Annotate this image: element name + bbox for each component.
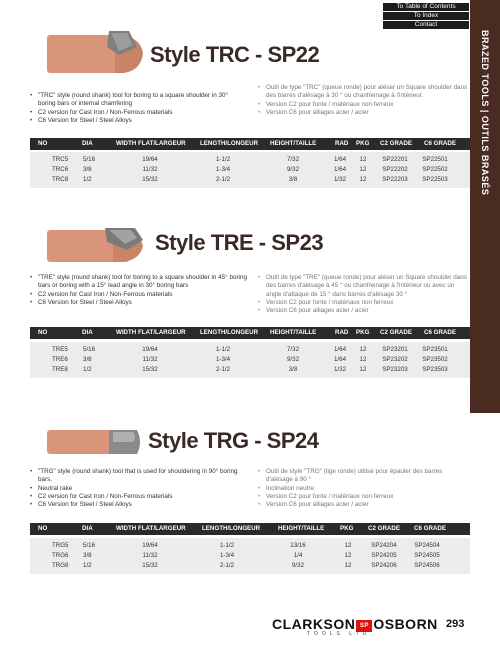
cell: 2-1/2 (219, 562, 235, 569)
bullet: • "TRE" style (round shank) tool for boring to a square shoulder in 45° boring bars or boring with a 15° lead angle in 30° boring bars (30, 274, 248, 291)
cell: 12 (359, 356, 367, 363)
section-title: Style TRE - SP23 (155, 230, 324, 255)
bullets-en (30, 274, 248, 307)
cell: 3/8 (83, 552, 92, 559)
cell: 3/8 (83, 166, 92, 173)
bullet: • C6 Version for Steel / Steel Alloys (30, 501, 248, 509)
cell: 1/64 (333, 166, 347, 173)
cell: 9/32 (286, 166, 300, 173)
cell: SP22503 (422, 176, 448, 183)
cell: 1/64 (333, 346, 347, 353)
cell: TRG5 (52, 542, 69, 549)
cell: 1/32 (333, 176, 347, 183)
cell: 2-1/2 (215, 366, 231, 373)
cell: TRC5 (52, 156, 69, 163)
cell: 15/32 (142, 366, 158, 373)
cell: 1/2 (83, 176, 92, 183)
cell: SP24504 (414, 542, 440, 549)
cell: 1-1/2 (215, 156, 231, 163)
company-logo (272, 616, 438, 632)
table-row (30, 541, 470, 551)
cell: SP23502 (422, 356, 448, 363)
cell: 1/2 (83, 562, 92, 569)
cell: 1-1/2 (215, 346, 231, 353)
col-header: C2 GRADE (380, 140, 412, 147)
col-header: HEIGHT/TAILLE (278, 525, 325, 532)
cell: 15/32 (142, 176, 158, 183)
cell: SP23201 (382, 346, 408, 353)
col-header: DIA (82, 329, 93, 336)
col-header: RAD (335, 329, 349, 336)
cell: 19/64 (142, 156, 158, 163)
bullets-fr (258, 84, 470, 117)
page-number: 293 (446, 618, 465, 630)
bullet: • C6 Version for Steel / Steel Alloys (30, 117, 245, 125)
col-header: LENGTH/LONGEUR (200, 329, 259, 336)
cell: 7/32 (286, 156, 300, 163)
side-tab-label: BRAZED TOOLS | OUTILS BRASÉS (480, 30, 490, 196)
col-header: C6 GRADE (424, 140, 456, 147)
cell: 1-3/4 (215, 356, 231, 363)
section-title: Style TRC - SP22 (150, 42, 320, 67)
col-header: C2 GRADE (380, 329, 412, 336)
cell: 1-3/4 (215, 166, 231, 173)
tool-image-tre (45, 226, 145, 266)
cell: 12 (359, 366, 367, 373)
table-header (30, 138, 470, 150)
bullet: • "TRG" style (round shank) tool that is used for shouldering in 90° boring bars. (30, 468, 248, 485)
cell: 3/8 (288, 366, 298, 373)
cell: TRC6 (52, 166, 69, 173)
table-header (30, 327, 470, 339)
bullet: • Version C6 pour alliages acier / acier (258, 307, 470, 315)
cell: 19/64 (142, 346, 158, 353)
bullet: • Version C2 pour fonte / matériaux non ferreux (258, 493, 470, 501)
cell: 1-3/4 (219, 552, 235, 559)
section-title: Style TRG - SP24 (148, 428, 319, 453)
cell: 12 (359, 346, 367, 353)
side-tab (470, 0, 500, 413)
cell: SP24505 (414, 552, 440, 559)
cell: TRE6 (52, 356, 68, 363)
col-header: HEIGHT/TAILLE (270, 140, 317, 147)
table-row (30, 561, 470, 571)
table-row (30, 155, 470, 165)
cell: 7/32 (286, 346, 300, 353)
logo-subtitle: TOOLS LTD. (307, 631, 376, 637)
cell: SP24204 (371, 542, 397, 549)
cell: 9/32 (286, 356, 300, 363)
cell: SP22203 (382, 176, 408, 183)
col-header: C6 GRADE (414, 525, 446, 532)
cell: SP23503 (422, 366, 448, 373)
col-header: WIDTH FLAT/LARGEUR (116, 525, 186, 532)
cell: SP24506 (414, 562, 440, 569)
bullet: • C6 Version for Steel / Steel Alloys (30, 299, 248, 307)
cell: SP23501 (422, 346, 448, 353)
bullet: • Inclination neutre (258, 485, 470, 493)
top-links (383, 3, 469, 30)
cell: 12 (359, 176, 367, 183)
cell: TRC8 (52, 176, 69, 183)
col-header: LENGTH/LONGEUR (202, 525, 261, 532)
bullets-fr (258, 274, 470, 315)
cell: 1-1/2 (219, 542, 235, 549)
col-header: NO (38, 329, 48, 336)
col-header: LENGTH/LONGEUR (200, 140, 259, 147)
cell: 3/8 (83, 356, 92, 363)
cell: 5/16 (83, 156, 96, 163)
cell: 5/16 (83, 346, 96, 353)
bullets-en (30, 468, 248, 509)
cell: 11/32 (142, 166, 158, 173)
col-header: RAD (335, 140, 349, 147)
cell: TRE5 (52, 346, 68, 353)
bullets-en (30, 92, 245, 125)
table-row (30, 355, 470, 365)
bullet: • Version C2 pour fonte / matériaux non ferreux (258, 101, 470, 109)
cell: SP22501 (422, 156, 448, 163)
cell: SP22201 (382, 156, 408, 163)
table-row (30, 165, 470, 175)
cell: 1/32 (333, 366, 347, 373)
cell: 12 (359, 166, 367, 173)
bullet: • Outil de style "TRG" (tige ronde) utilisé pour épauler des barres d'alésage à 90 ° (258, 468, 470, 485)
col-header: DIA (82, 140, 93, 147)
bullets-fr (258, 468, 470, 509)
cell: 9/32 (291, 562, 305, 569)
bullet: • C2 version for Cast Iron / Non-Ferrous materials (30, 493, 248, 501)
cell: 5/16 (83, 542, 96, 549)
col-header: C2 GRADE (368, 525, 400, 532)
cell: SP22202 (382, 166, 408, 173)
cell: 12 (344, 552, 352, 559)
cell: 19/64 (142, 542, 158, 549)
bullet: • "TRC" style (round shank) tool for boring to a square shoulder in 30° boring bars or internal chamfering (30, 92, 245, 109)
cell: 12 (359, 156, 367, 163)
col-header: WIDTH FLAT/LARGEUR (116, 140, 186, 147)
cell: TRE8 (52, 366, 68, 373)
cell: 1/64 (333, 156, 347, 163)
cell: SP24206 (371, 562, 397, 569)
table-header (30, 523, 470, 535)
bullet: • Outil de type "TRE" (queue ronde) pour aléser un Square shoulder dans des barres d'alésage à 45 ° ou chanfreinage à l'intérieur ou avec un angle d'attaque de 15 ° dans barres d'alésage 30 ° (258, 274, 470, 299)
table-body (30, 538, 470, 574)
bullet: • Version C6 pour alliages acier / acier (258, 501, 470, 509)
bullet: • C2 version for Cast Iron / Non-Ferrous materials (30, 109, 245, 117)
cell: 3/8 (288, 176, 298, 183)
cell: SP23203 (382, 366, 408, 373)
cell: TRG6 (52, 552, 69, 559)
col-header: PKG (356, 329, 370, 336)
logo-text-left: CLARKSON (272, 616, 356, 632)
bullet: • Version C6 pour alliages acier / acier (258, 109, 470, 117)
logo-mark-icon: SP (356, 620, 372, 632)
cell: 2-1/2 (215, 176, 231, 183)
cell: 13/16 (290, 542, 306, 549)
cell: 11/32 (142, 356, 158, 363)
link-table-of-contents[interactable]: To Table of Contents (383, 3, 469, 11)
col-header: PKG (356, 140, 370, 147)
logo-text-right: OSBORN (373, 616, 438, 632)
cell: 15/32 (142, 562, 158, 569)
col-header: PKG (340, 525, 354, 532)
cell: 1/64 (333, 356, 347, 363)
col-header: WIDTH FLAT/LARGEUR (116, 329, 186, 336)
bullet: • Version C2 pour fonte / matériaux non ferreux (258, 299, 470, 307)
cell: 1/4 (293, 552, 303, 559)
tool-image-trg (45, 428, 145, 456)
col-header: NO (38, 140, 48, 147)
table-row (30, 551, 470, 561)
cell: SP24205 (371, 552, 397, 559)
table-body (30, 152, 470, 188)
cell: SP22502 (422, 166, 448, 173)
link-index[interactable]: To Index (383, 12, 469, 20)
table-row (30, 345, 470, 355)
col-header: DIA (82, 525, 93, 532)
cell: 12 (344, 542, 352, 549)
bullet: • Neutral rake (30, 485, 248, 493)
table-body (30, 342, 470, 378)
cell: 11/32 (142, 552, 158, 559)
cell: SP23202 (382, 356, 408, 363)
bullet: • Outil de type "TRC" (queue ronde) pour aléser un Square shoulder dans des barres d'alésage à 30 ° ou chanfreinage à l'intérieur. (258, 84, 470, 101)
cell: 12 (344, 562, 352, 569)
table-row (30, 365, 470, 375)
col-header: NO (38, 525, 48, 532)
cell: TRG8 (52, 562, 69, 569)
col-header: HEIGHT/TAILLE (270, 329, 317, 336)
cell: 1/2 (83, 366, 92, 373)
col-header: C6 GRADE (424, 329, 456, 336)
table-row (30, 175, 470, 185)
link-contact[interactable]: Contact (383, 21, 469, 29)
bullet: • C2 version for Cast Iron / Non-Ferrous materials (30, 291, 248, 299)
tool-image-trc (45, 25, 145, 77)
